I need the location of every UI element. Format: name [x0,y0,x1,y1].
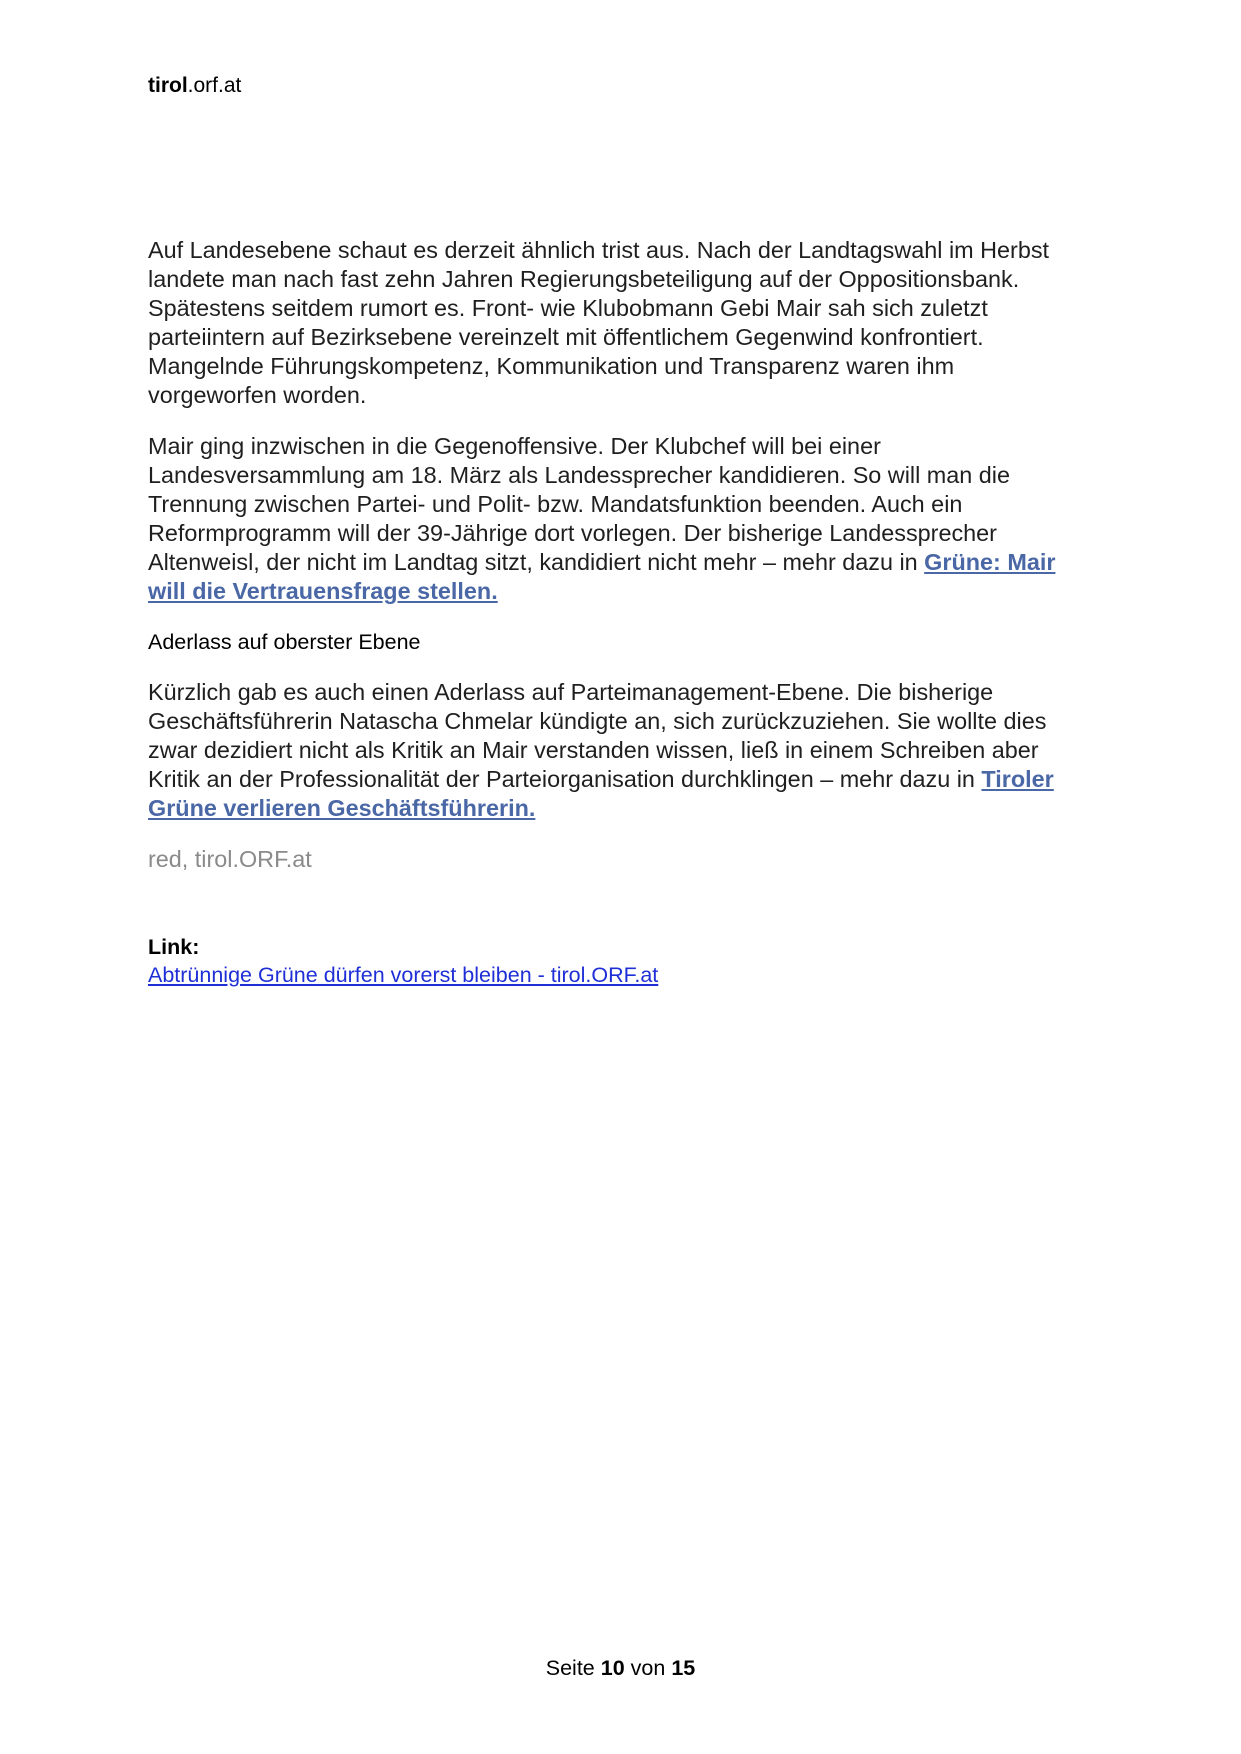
page-of-label: von [630,1656,666,1680]
site-name-domain: .orf.at [187,74,242,97]
subheading: Aderlass auf oberster Ebene [148,630,421,654]
byline: red, tirol.ORF.at [148,846,312,872]
links-label: Link: [148,935,200,959]
article-body [148,236,1088,989]
link-vertrauensfrage[interactable]: Grüne: Mair will die Vertrauensfrage stellen. [148,549,1056,604]
paragraph-aderlass-text: Kürzlich gab es auch einen Aderlass auf Parteimanagement-Ebene. Die bisherige Geschäftsführerin Natascha Chmelar kündigte an, sich zurückzuziehen. Sie wollte dies zwar dezidiert nicht als Kritik an Mair verstanden wissen, ließ in einem Schreiben aber Kritik an der Professionalität der Parteiorganisation durchklingen – mehr dazu in [148,679,1047,792]
link-abtruennige-gruene[interactable]: Abtrünnige Grüne dürfen vorerst bleiben - tirol.ORF.at [148,963,659,987]
link-geschaeftsfuehrerin[interactable]: Tiroler Grüne verlieren Geschäftsführerin. [148,766,1054,821]
paragraph-gegenoffensive-text: Mair ging inzwischen in die Gegenoffensive. Der Klubchef will bei einer Landesversammlung am 18. März als Landessprecher kandidieren. So will man die Trennung zwischen Partei- und Polit- bzw. Mandatsfunktion beenden. Auch ein Reformprogramm will der 39-Jährige dort vorlegen. Der bisherige Landessprecher Altenweisl, der nicht im Landtag sitzt, kandidiert nicht mehr – mehr dazu in [148,433,1010,575]
site-header [148,74,241,98]
page-label: Seite [545,1656,595,1680]
paragraph-gegenoffensive [148,432,1088,606]
current-page-number: 10 [600,1656,625,1680]
paragraph-landesebene: Auf Landesebene schaut es derzeit ähnlich trist aus. Nach der Landtagswahl im Herbst landete man nach fast zehn Jahren Regierungsbeteiligung auf der Oppositionsbank. Spätestens seitdem rumort es. Front- wie Klubobmann Gebi Mair sah sich zuletzt parteiintern auf Bezirksebene vereinzelt mit öffentlichem Gegenwind konfrontiert. Mangelnde Führungskompetenz, Kommunikation und Transparenz waren ihm vorgeworfen worden. [148,237,1050,408]
total-pages-number: 15 [671,1656,696,1680]
page-footer [0,1656,1241,1681]
site-name-bold: tirol [148,74,188,97]
paragraph-aderlass [148,678,1088,823]
